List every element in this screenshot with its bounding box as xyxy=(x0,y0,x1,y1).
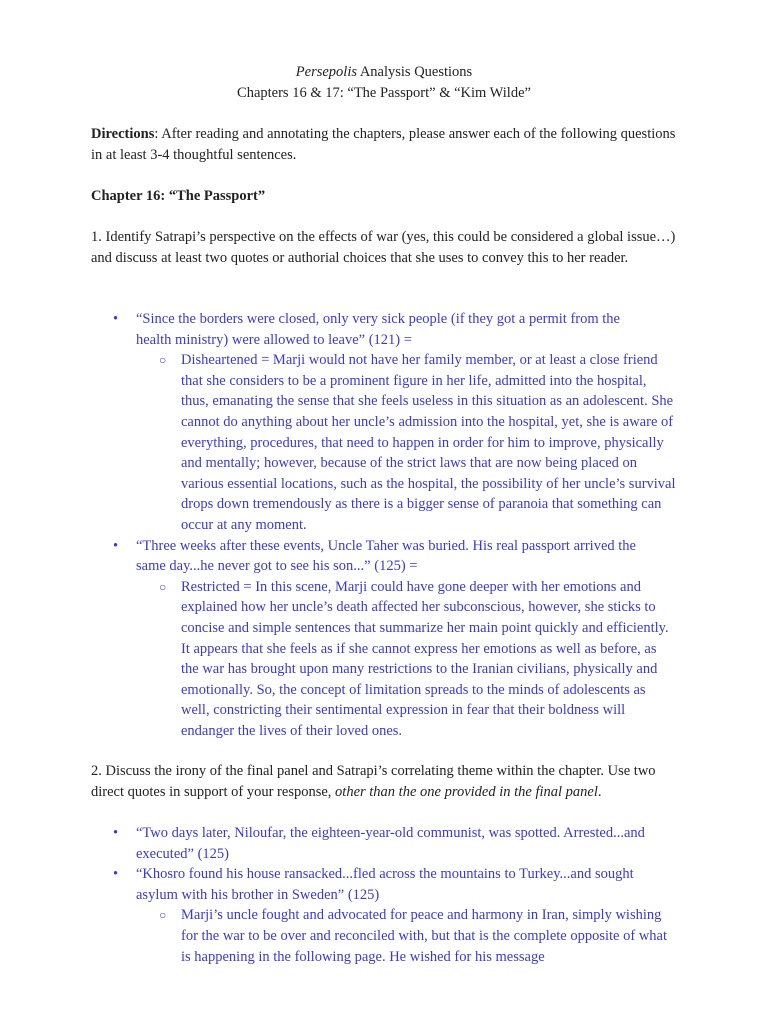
question-2-text xyxy=(91,761,681,802)
sub-list-item xyxy=(0,577,676,742)
quote-text: “Since the borders were closed, only very sick people (if they got a permit from the health ministry) were allowed to leave” (121) = xyxy=(136,311,620,348)
bullet-icon: • xyxy=(113,537,119,554)
quote-text: “Khosro found his house ransacked...fled across the mountains to Turkey...and sought asylum with his brother in Sweden” (125) xyxy=(136,866,634,903)
quote-text: “Three weeks after these events, Uncle Taher was buried. His real passport arrived the same day...he never got to see his son...” (125) = xyxy=(136,537,636,575)
document-header xyxy=(0,62,768,104)
bullet-icon: • xyxy=(113,866,119,883)
question-2-end: . xyxy=(597,783,602,800)
question-1 xyxy=(91,227,681,268)
question-1-answers xyxy=(0,309,768,741)
list-item xyxy=(0,536,656,577)
sub-list-item xyxy=(0,905,676,967)
sub-bullet-icon: ○ xyxy=(159,908,167,923)
sub-bullet-icon: ○ xyxy=(159,579,167,594)
bullet-icon: • xyxy=(113,311,119,327)
chapter-16-heading: Chapter 16: “The Passport” xyxy=(91,188,266,204)
list-item xyxy=(0,864,656,905)
bullet-icon: • xyxy=(113,825,119,841)
list-item xyxy=(0,309,656,350)
quote-text: “Two days later, Niloufar, the eighteen-year-old communist, was spotted. Arrested...and executed” (125) xyxy=(136,825,645,862)
directions-text: : After reading and annotating the chapters, please answer each of the following questions in at least 3-4 thoughtful sentences. xyxy=(91,126,676,163)
question-2-main: 2. Discuss the irony of the final panel and Satrapi’s correlating theme within the chapter. Use two direct quotes in support of your response, xyxy=(91,763,656,800)
question-2 xyxy=(91,761,681,802)
analysis-text: Marji’s uncle fought and advocated for peace and harmony in Iran, simply wishing for the war to be over and reconciled with, but that is the complete opposite of what is happening in the following page. He wished for his message xyxy=(181,907,668,965)
question-2-italic: other than the one provided in the final panel xyxy=(335,783,598,800)
question-1-text: 1. Identify Satrapi’s perspective on the effects of war (yes, this could be considered a global issue…) and discuss at least two quotes or authorial choices that she uses to convey this to her reader. xyxy=(91,229,676,266)
title-italic: Persepolis xyxy=(295,64,357,80)
title-rest: Analysis Questions xyxy=(357,64,473,80)
sub-list-item xyxy=(0,350,676,535)
directions-label: Directions xyxy=(91,126,155,142)
document-title xyxy=(0,62,768,83)
question-2-answers xyxy=(0,823,768,967)
analysis-text: Restricted = In this scene, Marji could have gone deeper with her emotions and explained how her uncle’s death affected her subconscious, however, she sticks to concise and simple sentences that summarize her main point quickly and efficiently. It appears that she feels as if she cannot express her emotions as well as before, as the war has brought upon many restrictions to the Iranian civilians, physically and emotionally. So, the concept of limitation spreads to the minds of adolescents as well, constricting their sentimental expression in fear that their boldness will endanger the lives of their loved ones. xyxy=(181,578,669,739)
sub-bullet-icon: ○ xyxy=(159,353,167,368)
document-subtitle: Chapters 16 & 17: “The Passport” & “Kim Wilde” xyxy=(237,85,531,101)
list-item xyxy=(0,823,656,864)
analysis-text: Disheartened = Marji would not have her family member, or at least a close friend that she considers to be a prominent figure in her life, admitted into the hospital, thus, emanating the sense that she feels useless in this situation as an adolescent. She cannot do anything about her uncle’s admission into the hospital, yet, she is aware of everything, procedures, that need to happen in order for him to improve, physically and mentally; however, because of the strict laws that are now being placed on various essential locations, such as the hospital, the possibility of her uncle’s survival drops down tremendously as there is a bigger sense of paranoia that something can occur at any moment. xyxy=(181,352,676,533)
directions-paragraph xyxy=(91,124,681,166)
